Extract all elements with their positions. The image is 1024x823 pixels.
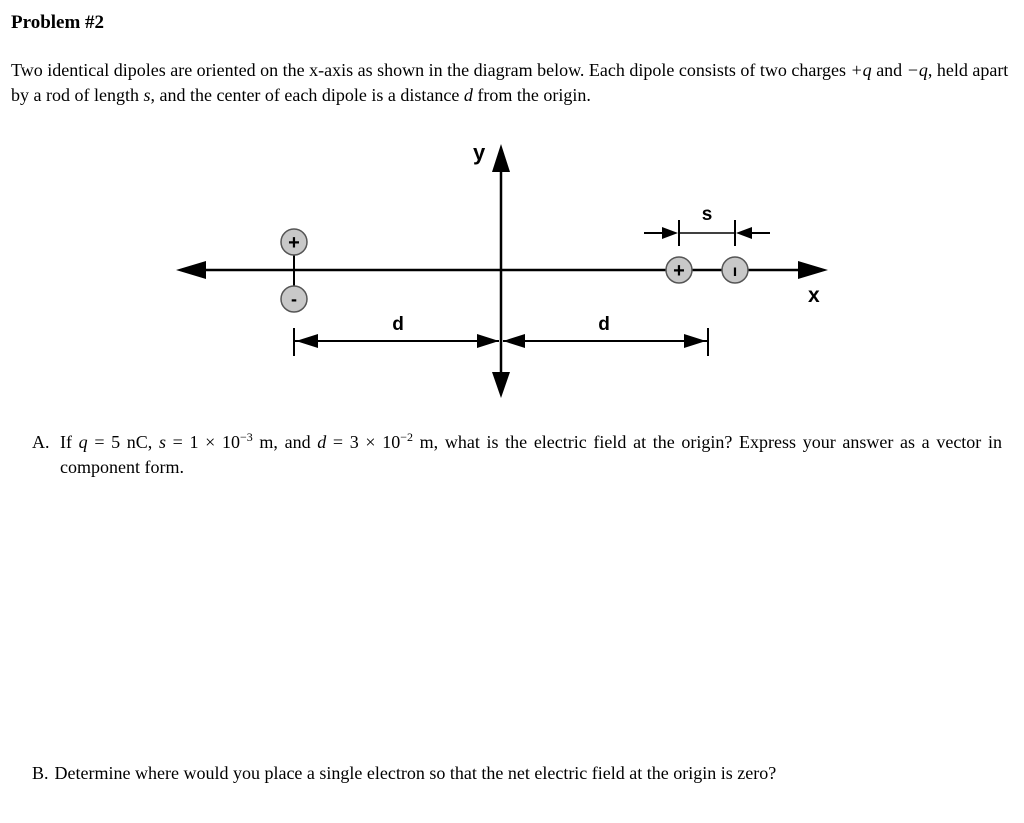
left-positive-sign: +	[288, 232, 300, 254]
question-b-text: Determine where would you place a single electron so that the net electric field at the origin is zero?	[54, 763, 777, 783]
x-axis-left-arrow	[176, 261, 206, 279]
right-positive-sign: +	[673, 260, 685, 282]
s-label: s	[701, 204, 713, 225]
question-b	[32, 761, 1002, 786]
x-axis-label: x	[808, 284, 820, 307]
d-left-arrowhead-end	[477, 334, 499, 348]
d-right-arrowhead-end	[684, 334, 706, 348]
question-a-label: A.	[32, 432, 50, 452]
problem-title: Problem #2	[11, 12, 105, 33]
question-a	[32, 430, 1002, 480]
y-axis-down-arrow	[492, 372, 510, 398]
s-right-arrowhead	[736, 227, 752, 239]
question-b-label: B.	[32, 763, 49, 783]
d-right-arrowhead-start	[503, 334, 525, 348]
question-a-text: If q = 5 nC, $s = 1 \times 10^{-3}$ m, and $d = 3 \times 10^{-2}$ m, what is the electric field at the origin? Express your answer as a vector in component form.	[60, 430, 1002, 477]
y-axis-up-arrow	[492, 144, 510, 172]
left-negative-sign: -	[291, 289, 297, 309]
d-left-arrowhead-start	[296, 334, 318, 348]
d-left-label: d	[392, 314, 404, 335]
y-axis-label: y	[473, 140, 486, 165]
s-left-arrowhead	[662, 227, 678, 239]
problem-statement: Two identical dipoles are oriented on the x-axis as shown in the diagram below. Each dipole consists of two charges +q and −q, held apart by a rod of length s, and the center of each dipole is a distance d from the origin.	[11, 60, 1009, 105]
right-negative-sign: ı	[732, 263, 738, 280]
d-right-label: d	[598, 314, 610, 335]
x-axis-right-arrow	[798, 261, 828, 279]
